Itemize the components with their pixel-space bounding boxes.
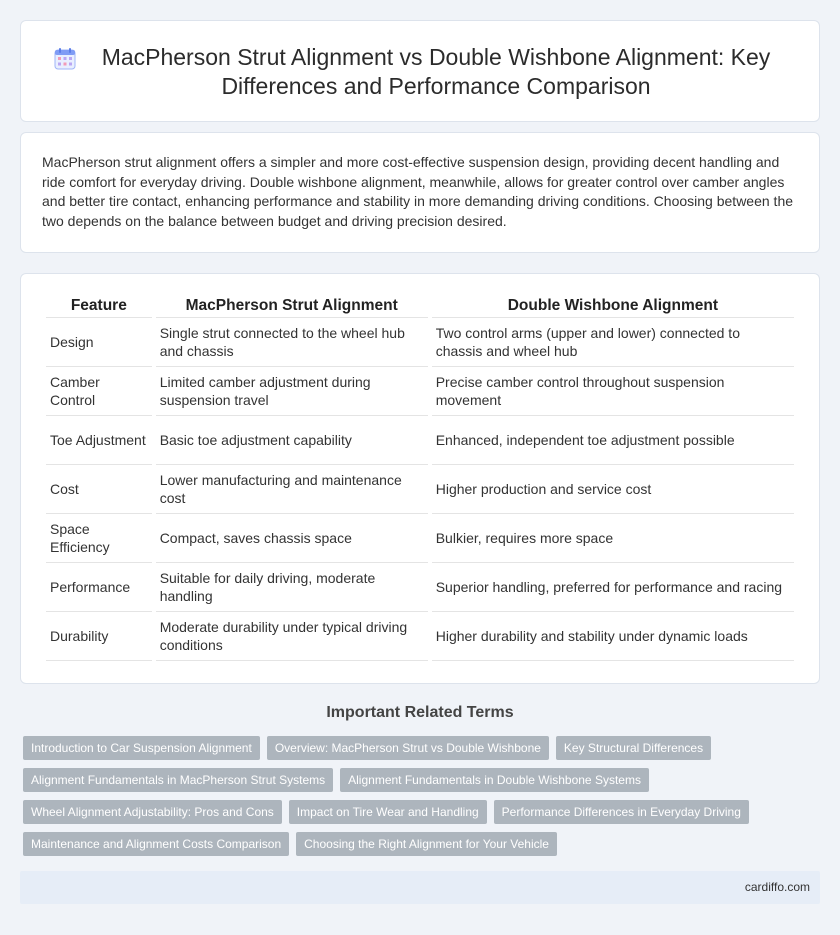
title-card <box>20 20 820 122</box>
feature-cell: Performance <box>46 563 152 612</box>
tag-row <box>23 736 813 760</box>
macpherson-cell: Limited camber adjustment during suspension travel <box>156 367 428 416</box>
table-row <box>46 318 794 367</box>
related-term-tag[interactable]: Overview: MacPherson Strut vs Double Wishbone <box>267 736 549 760</box>
related-term-tag[interactable]: Impact on Tire Wear and Handling <box>289 800 487 824</box>
header-feature: Feature <box>46 294 152 318</box>
double-wishbone-cell: Enhanced, independent toe adjustment possible <box>432 416 794 465</box>
intro-card <box>20 132 820 253</box>
intro-paragraph: MacPherson strut alignment offers a simpler and more cost-effective suspension design, providing decent handling and ride comfort for everyday driving. Double wishbone alignment, meanwhile, allows for greater control over camber angles and better tire contact, enhancing performance and stability in more demanding driving conditions. Choosing between the two depends on the balance between budget and driving precision desired. <box>42 154 794 229</box>
macpherson-cell: Single strut connected to the wheel hub and chassis <box>156 318 428 367</box>
double-wishbone-cell: Superior handling, preferred for performance and racing <box>432 563 794 612</box>
tag-row <box>23 768 813 792</box>
macpherson-cell: Basic toe adjustment capability <box>156 416 428 465</box>
related-terms-list <box>23 736 813 864</box>
page-title: MacPherson Strut Alignment vs Double Wishbone Alignment: Key Differences and Performance Comparison <box>101 44 771 99</box>
double-wishbone-cell: Higher durability and stability under dynamic loads <box>432 612 794 661</box>
table-row <box>46 563 794 612</box>
header-double-wishbone: Double Wishbone Alignment <box>432 294 794 318</box>
related-term-tag[interactable]: Choosing the Right Alignment for Your Vehicle <box>296 832 557 856</box>
feature-cell: Camber Control <box>46 367 152 416</box>
feature-cell: Cost <box>46 465 152 514</box>
feature-cell: Durability <box>46 612 152 661</box>
related-term-tag[interactable]: Performance Differences in Everyday Driving <box>494 800 749 824</box>
related-term-tag[interactable]: Alignment Fundamentals in MacPherson Strut Systems <box>23 768 333 792</box>
related-term-tag[interactable]: Introduction to Car Suspension Alignment <box>23 736 260 760</box>
header-macpherson: MacPherson Strut Alignment <box>156 294 428 318</box>
tag-row <box>23 800 813 824</box>
related-term-tag[interactable]: Alignment Fundamentals in Double Wishbone Systems <box>340 768 649 792</box>
feature-cell: Space Efficiency <box>46 514 152 563</box>
double-wishbone-cell: Two control arms (upper and lower) connected to chassis and wheel hub <box>432 318 794 367</box>
macpherson-cell: Moderate durability under typical driving conditions <box>156 612 428 661</box>
double-wishbone-cell: Higher production and service cost <box>432 465 794 514</box>
comparison-table <box>42 294 798 661</box>
table-row <box>46 465 794 514</box>
feature-cell: Design <box>46 318 152 367</box>
macpherson-cell: Compact, saves chassis space <box>156 514 428 563</box>
comparison-table-card <box>20 273 820 684</box>
tag-row <box>23 832 813 856</box>
table-header-row <box>46 294 794 318</box>
table-row <box>46 514 794 563</box>
footer <box>20 871 820 904</box>
related-terms-heading: Important Related Terms <box>326 704 514 721</box>
double-wishbone-cell: Precise camber control throughout suspension movement <box>432 367 794 416</box>
related-term-tag[interactable]: Maintenance and Alignment Costs Comparison <box>23 832 289 856</box>
site-name[interactable]: cardiffo.com <box>744 880 810 894</box>
title-wrap <box>21 21 821 123</box>
macpherson-cell: Lower manufacturing and maintenance cost <box>156 465 428 514</box>
table-row <box>46 612 794 661</box>
related-term-tag[interactable]: Wheel Alignment Adjustability: Pros and Cons <box>23 800 282 824</box>
macpherson-cell: Suitable for daily driving, moderate handling <box>156 563 428 612</box>
double-wishbone-cell: Bulkier, requires more space <box>432 514 794 563</box>
related-term-tag[interactable]: Key Structural Differences <box>556 736 711 760</box>
table-row <box>46 367 794 416</box>
table-row <box>46 416 794 465</box>
feature-cell: Toe Adjustment <box>46 416 152 465</box>
